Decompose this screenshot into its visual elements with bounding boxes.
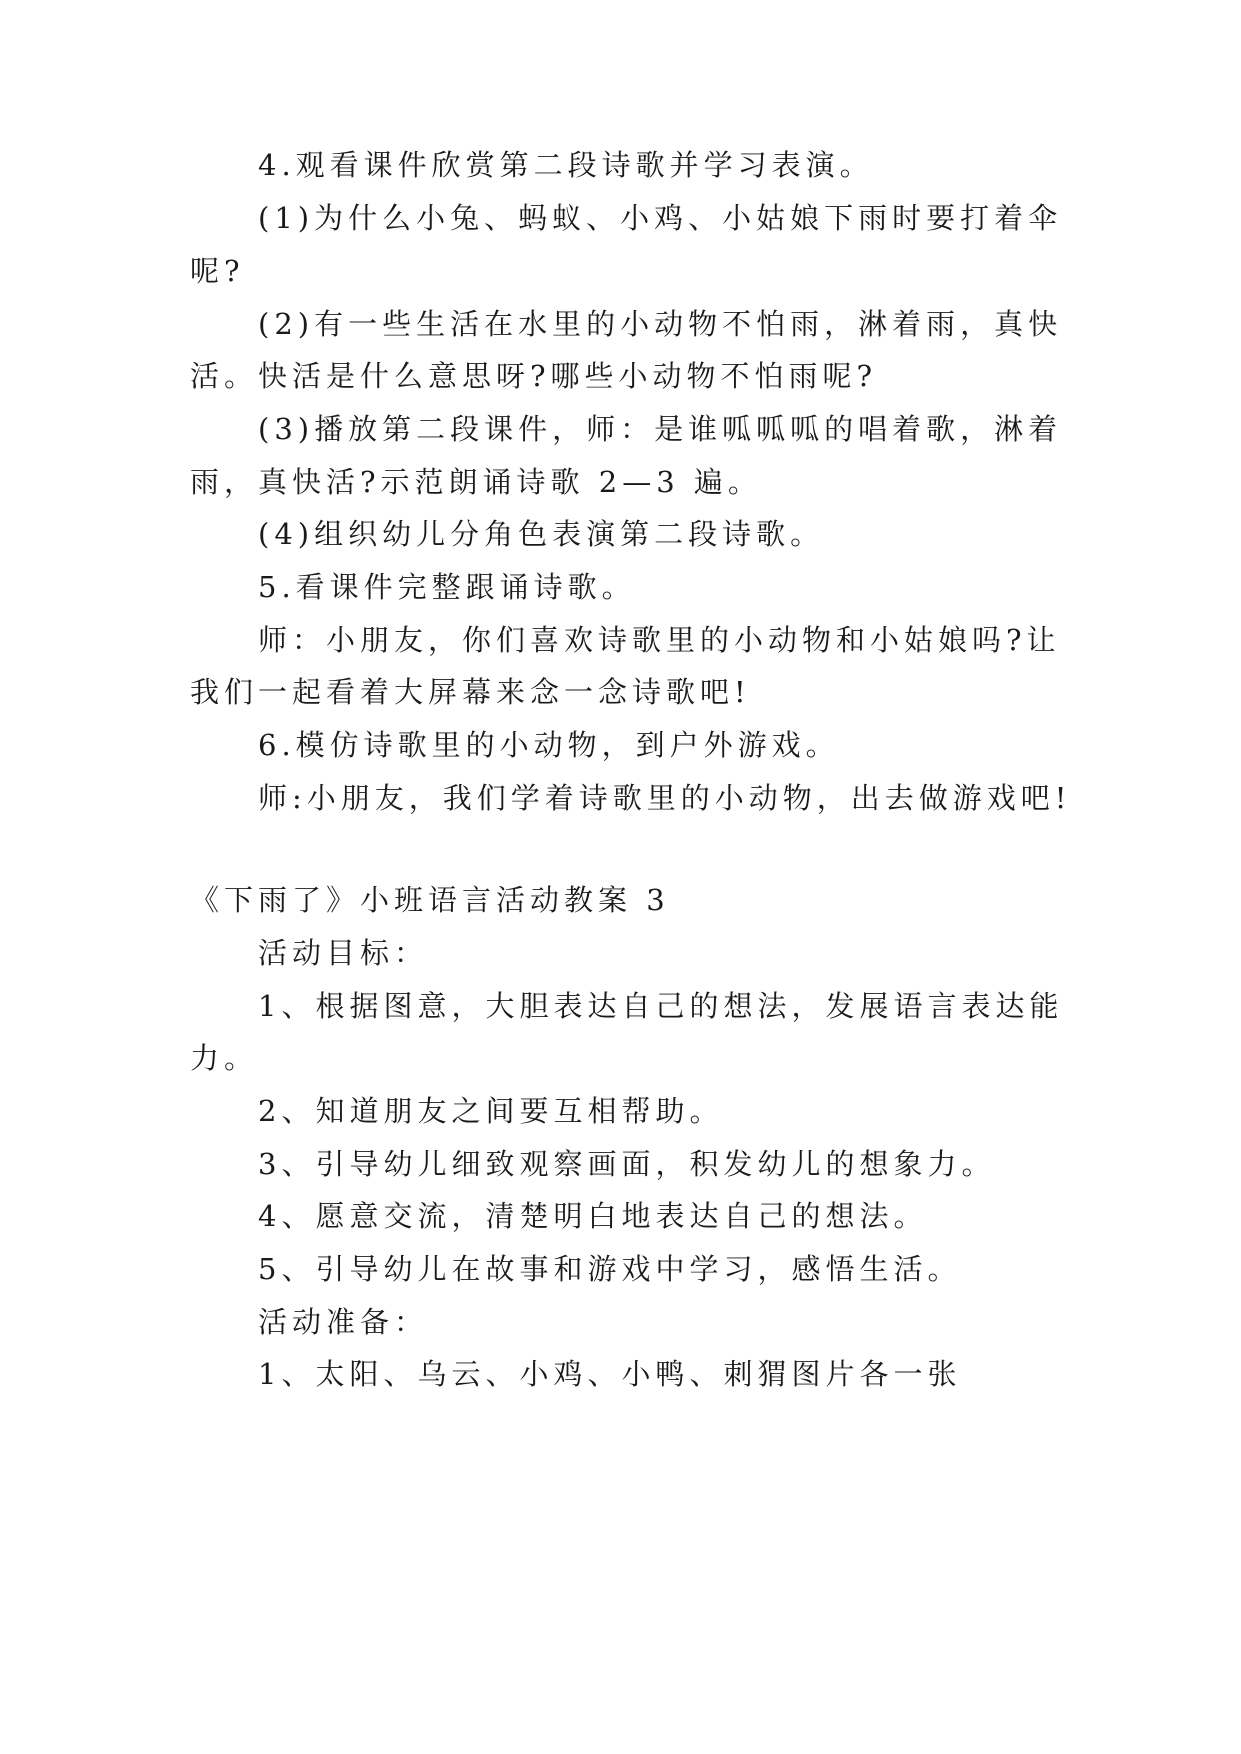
paragraph-line: (3)播放第二段课件，师：是谁呱呱呱的唱着歌，淋着 bbox=[258, 412, 1063, 446]
paragraph-line: (2)有一些生活在水里的小动物不怕雨，淋着雨，真快 bbox=[258, 307, 1063, 341]
list-item: 5、引导幼儿在故事和游戏中学习，感悟生活。 bbox=[258, 1252, 962, 1286]
paragraph-line: 我们一起看着大屏幕来念一念诗歌吧! bbox=[190, 675, 751, 709]
paragraph-line: 力。 bbox=[190, 1041, 259, 1075]
paragraph-line: 呢? bbox=[190, 254, 245, 288]
paragraph-line: 师:小朋友，我们学着诗歌里的小动物，出去做游戏吧! bbox=[258, 781, 1072, 815]
paragraph-line: 雨，真快活?示范朗诵诗歌 2—3 遍。 bbox=[190, 465, 762, 499]
list-item: 1、太阳、乌云、小鸡、小鸭、刺猬图片各一张 bbox=[258, 1357, 962, 1391]
list-item: 2、知道朋友之间要互相帮助。 bbox=[258, 1094, 724, 1128]
paragraph-line: 6.模仿诗歌里的小动物，到户外游戏。 bbox=[258, 728, 840, 762]
paragraph-line: (4)组织幼儿分角色表演第二段诗歌。 bbox=[258, 517, 825, 551]
list-item: 3、引导幼儿细致观察画面，积发幼儿的想象力。 bbox=[258, 1147, 996, 1181]
list-item: 4、愿意交流，清楚明白地表达自己的想法。 bbox=[258, 1199, 928, 1233]
subheading: 活动目标： bbox=[258, 936, 429, 970]
paragraph-line: 师：小朋友，你们喜欢诗歌里的小动物和小姑娘吗?让 bbox=[258, 623, 1061, 657]
paragraph-line: 活。快活是什么意思呀?哪些小动物不怕雨呢? bbox=[190, 359, 878, 393]
list-item: 1、根据图意，大胆表达自己的想法，发展语言表达能 bbox=[258, 989, 1064, 1023]
subheading: 活动准备： bbox=[258, 1305, 429, 1339]
paragraph-line: (1)为什么小兔、蚂蚁、小鸡、小姑娘下雨时要打着伞 bbox=[258, 201, 1063, 235]
paragraph-line: 4.观看课件欣赏第二段诗歌并学习表演。 bbox=[258, 148, 874, 182]
paragraph-line: 5.看课件完整跟诵诗歌。 bbox=[258, 570, 636, 604]
section-title: 《下雨了》小班语言活动教案 3 bbox=[190, 883, 670, 917]
